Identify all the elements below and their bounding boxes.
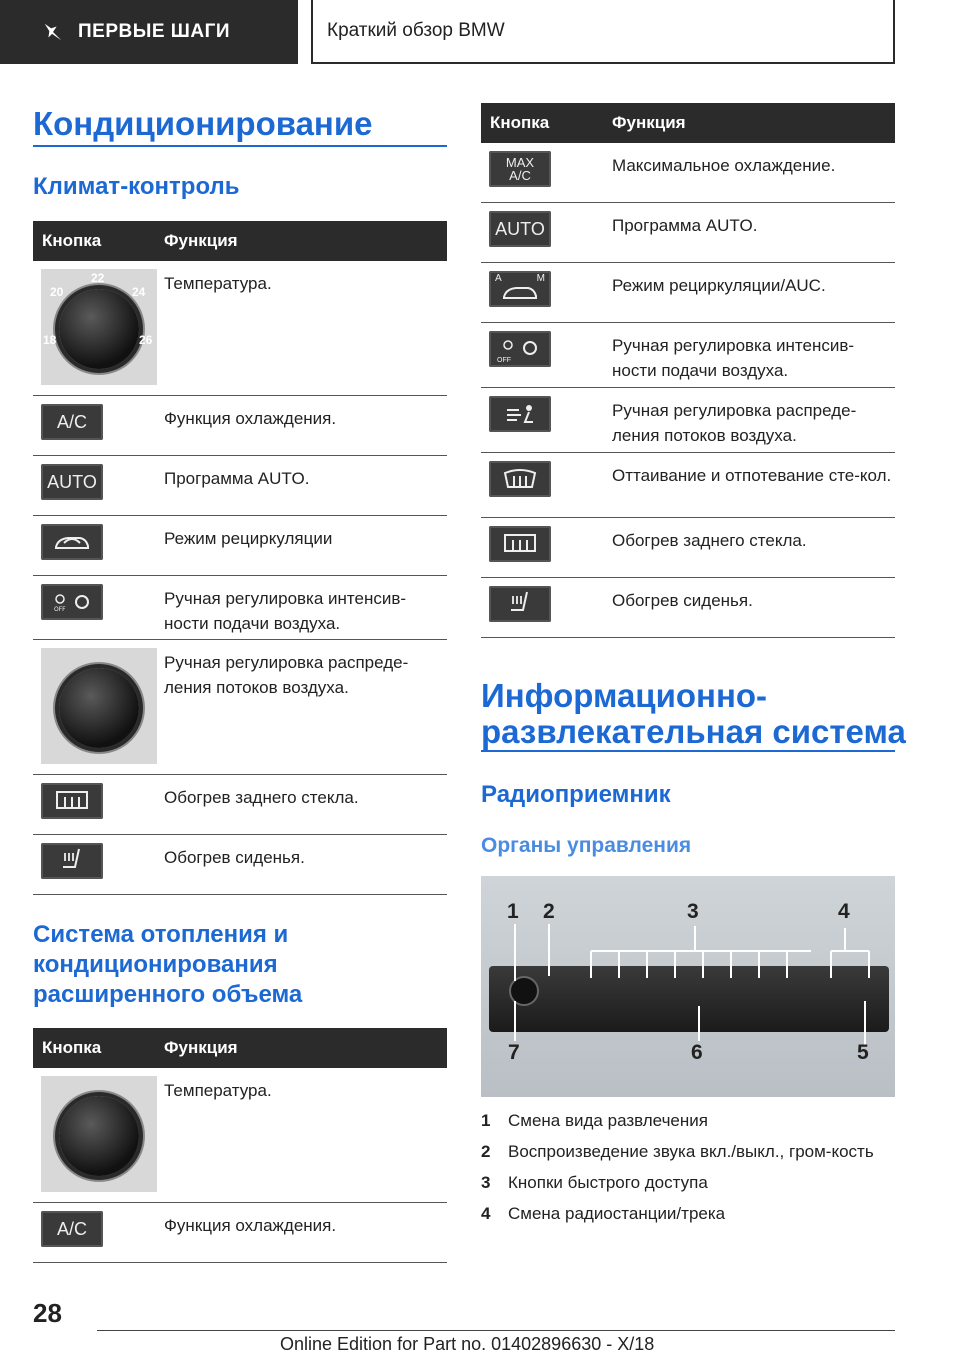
col-function: Функция [612,113,686,132]
footer-rule [97,1330,895,1331]
auto-button-image: AUTO [489,211,551,247]
fan-off-icon: OFF [489,331,551,367]
table-row [33,261,447,396]
list-item: 4 Смена радиостанции/трека [481,1204,726,1223]
footer-text: Online Edition for Part no. 01402896630 - X/18 [280,1334,655,1354]
function-text: Температура. [164,1081,272,1100]
controls-list [481,1108,895,1232]
extended-heading: Система отопления и кондиционирования расширенного объема [33,921,303,1008]
radio-controls-image: 1 2 3 4 5 6 7 [481,876,895,1097]
ac-button-image: A/C [41,1211,103,1247]
table-row [33,576,447,640]
air-distribution-knob-image [41,648,157,764]
title-rule [33,145,447,147]
recirculation-icon [41,524,103,560]
table-row [33,456,447,516]
chapter-label: Краткий обзор BMW [327,20,505,41]
extended-buttons-table [481,103,895,638]
table-row [481,388,895,453]
function-text: Функция охлаждения. [164,1216,337,1235]
page-title: Кондиционирование [33,105,373,142]
defrost-icon [489,461,551,497]
climate-table [33,221,447,895]
section-title: ПЕРВЫЕ ШАГИ [78,21,231,42]
function-text: Режим рециркуляции [164,529,333,548]
page-number: 28 [33,1298,62,1328]
table-row [481,323,895,388]
col-function: Функция [164,1038,238,1057]
air-distribution-icon [489,396,551,432]
star-icon [42,21,64,43]
function-text: Максимальное охлаждение. [612,156,836,175]
extended-table [33,1028,447,1263]
function-text: Программа AUTO. [164,469,310,488]
radio-heading: Радиоприемник [481,781,671,808]
list-item: 3 Кнопки быстрого доступа [481,1173,708,1192]
table-row [33,396,447,456]
table-row [481,578,895,638]
climate-heading: Климат-контроль [33,173,240,200]
table-row [33,516,447,576]
table-row [481,453,895,518]
table-row [481,203,895,263]
function-text: Обогрев заднего стекла. [612,531,807,550]
list-item: 2 Воспроизведение звука вкл./выкл., гром-кость [481,1142,874,1161]
function-text: Ручная регулировка интенсив-ности подачи воздуха. [612,336,855,380]
function-text: Обогрев сиденья. [164,848,305,867]
table-row [33,835,447,895]
col-button: Кнопка [490,113,550,132]
title-rule [481,750,895,752]
max-ac-button-image: MAX A/C [489,151,551,187]
function-text: Программа AUTO. [612,216,758,235]
table-row [481,143,895,203]
temperature-knob-image [41,1076,157,1192]
fan-off-icon [41,584,103,620]
function-text: Ручная регулировка распреде-ления потоков воздуха. [612,401,857,445]
rear-window-heating-icon [41,783,103,819]
rear-window-heating-icon [489,526,551,562]
controls-heading: Органы управления [481,834,692,857]
table-row [33,775,447,835]
function-text: Ручная регулировка распреде-ления потоков воздуха. [164,653,409,697]
function-text: Ручная регулировка интенсив-ности подачи воздуха. [164,589,407,633]
table-header [33,1028,447,1068]
section-tab [0,0,298,64]
infotainment-title-1: Информационно- [481,677,768,714]
function-text: Температура. [164,274,272,293]
table-row [33,640,447,775]
seat-heating-icon [41,843,103,879]
function-text: Обогрев сиденья. [612,591,753,610]
table-header [33,221,447,261]
table-row [33,1068,447,1203]
table-row [481,518,895,578]
infotainment-title-2: развлекательная система [481,713,906,750]
function-text: Обогрев заднего стекла. [164,788,359,807]
svg-text:OFF: OFF [54,606,66,613]
seat-heating-icon [489,586,551,622]
chapter-title [311,0,895,64]
function-text: Функция охлаждения. [164,409,337,428]
table-row [481,263,895,323]
ac-button-image: A/C [41,404,103,440]
col-button: Кнопка [42,231,102,250]
list-item: 1 Смена вида развлечения [481,1111,708,1130]
table-row [33,1203,447,1263]
function-text: Оттаивание и отпотевание сте-кол. [612,466,892,485]
table-header [481,103,895,143]
function-text: Режим рециркуляции/AUC. [612,276,826,295]
col-function: Функция [164,231,238,250]
recirculation-auc-icon: A M [489,271,551,307]
col-button: Кнопка [42,1038,102,1057]
auto-button-image: AUTO [41,464,103,500]
temperature-knob-image: 22 20 24 18 26 [41,269,157,385]
